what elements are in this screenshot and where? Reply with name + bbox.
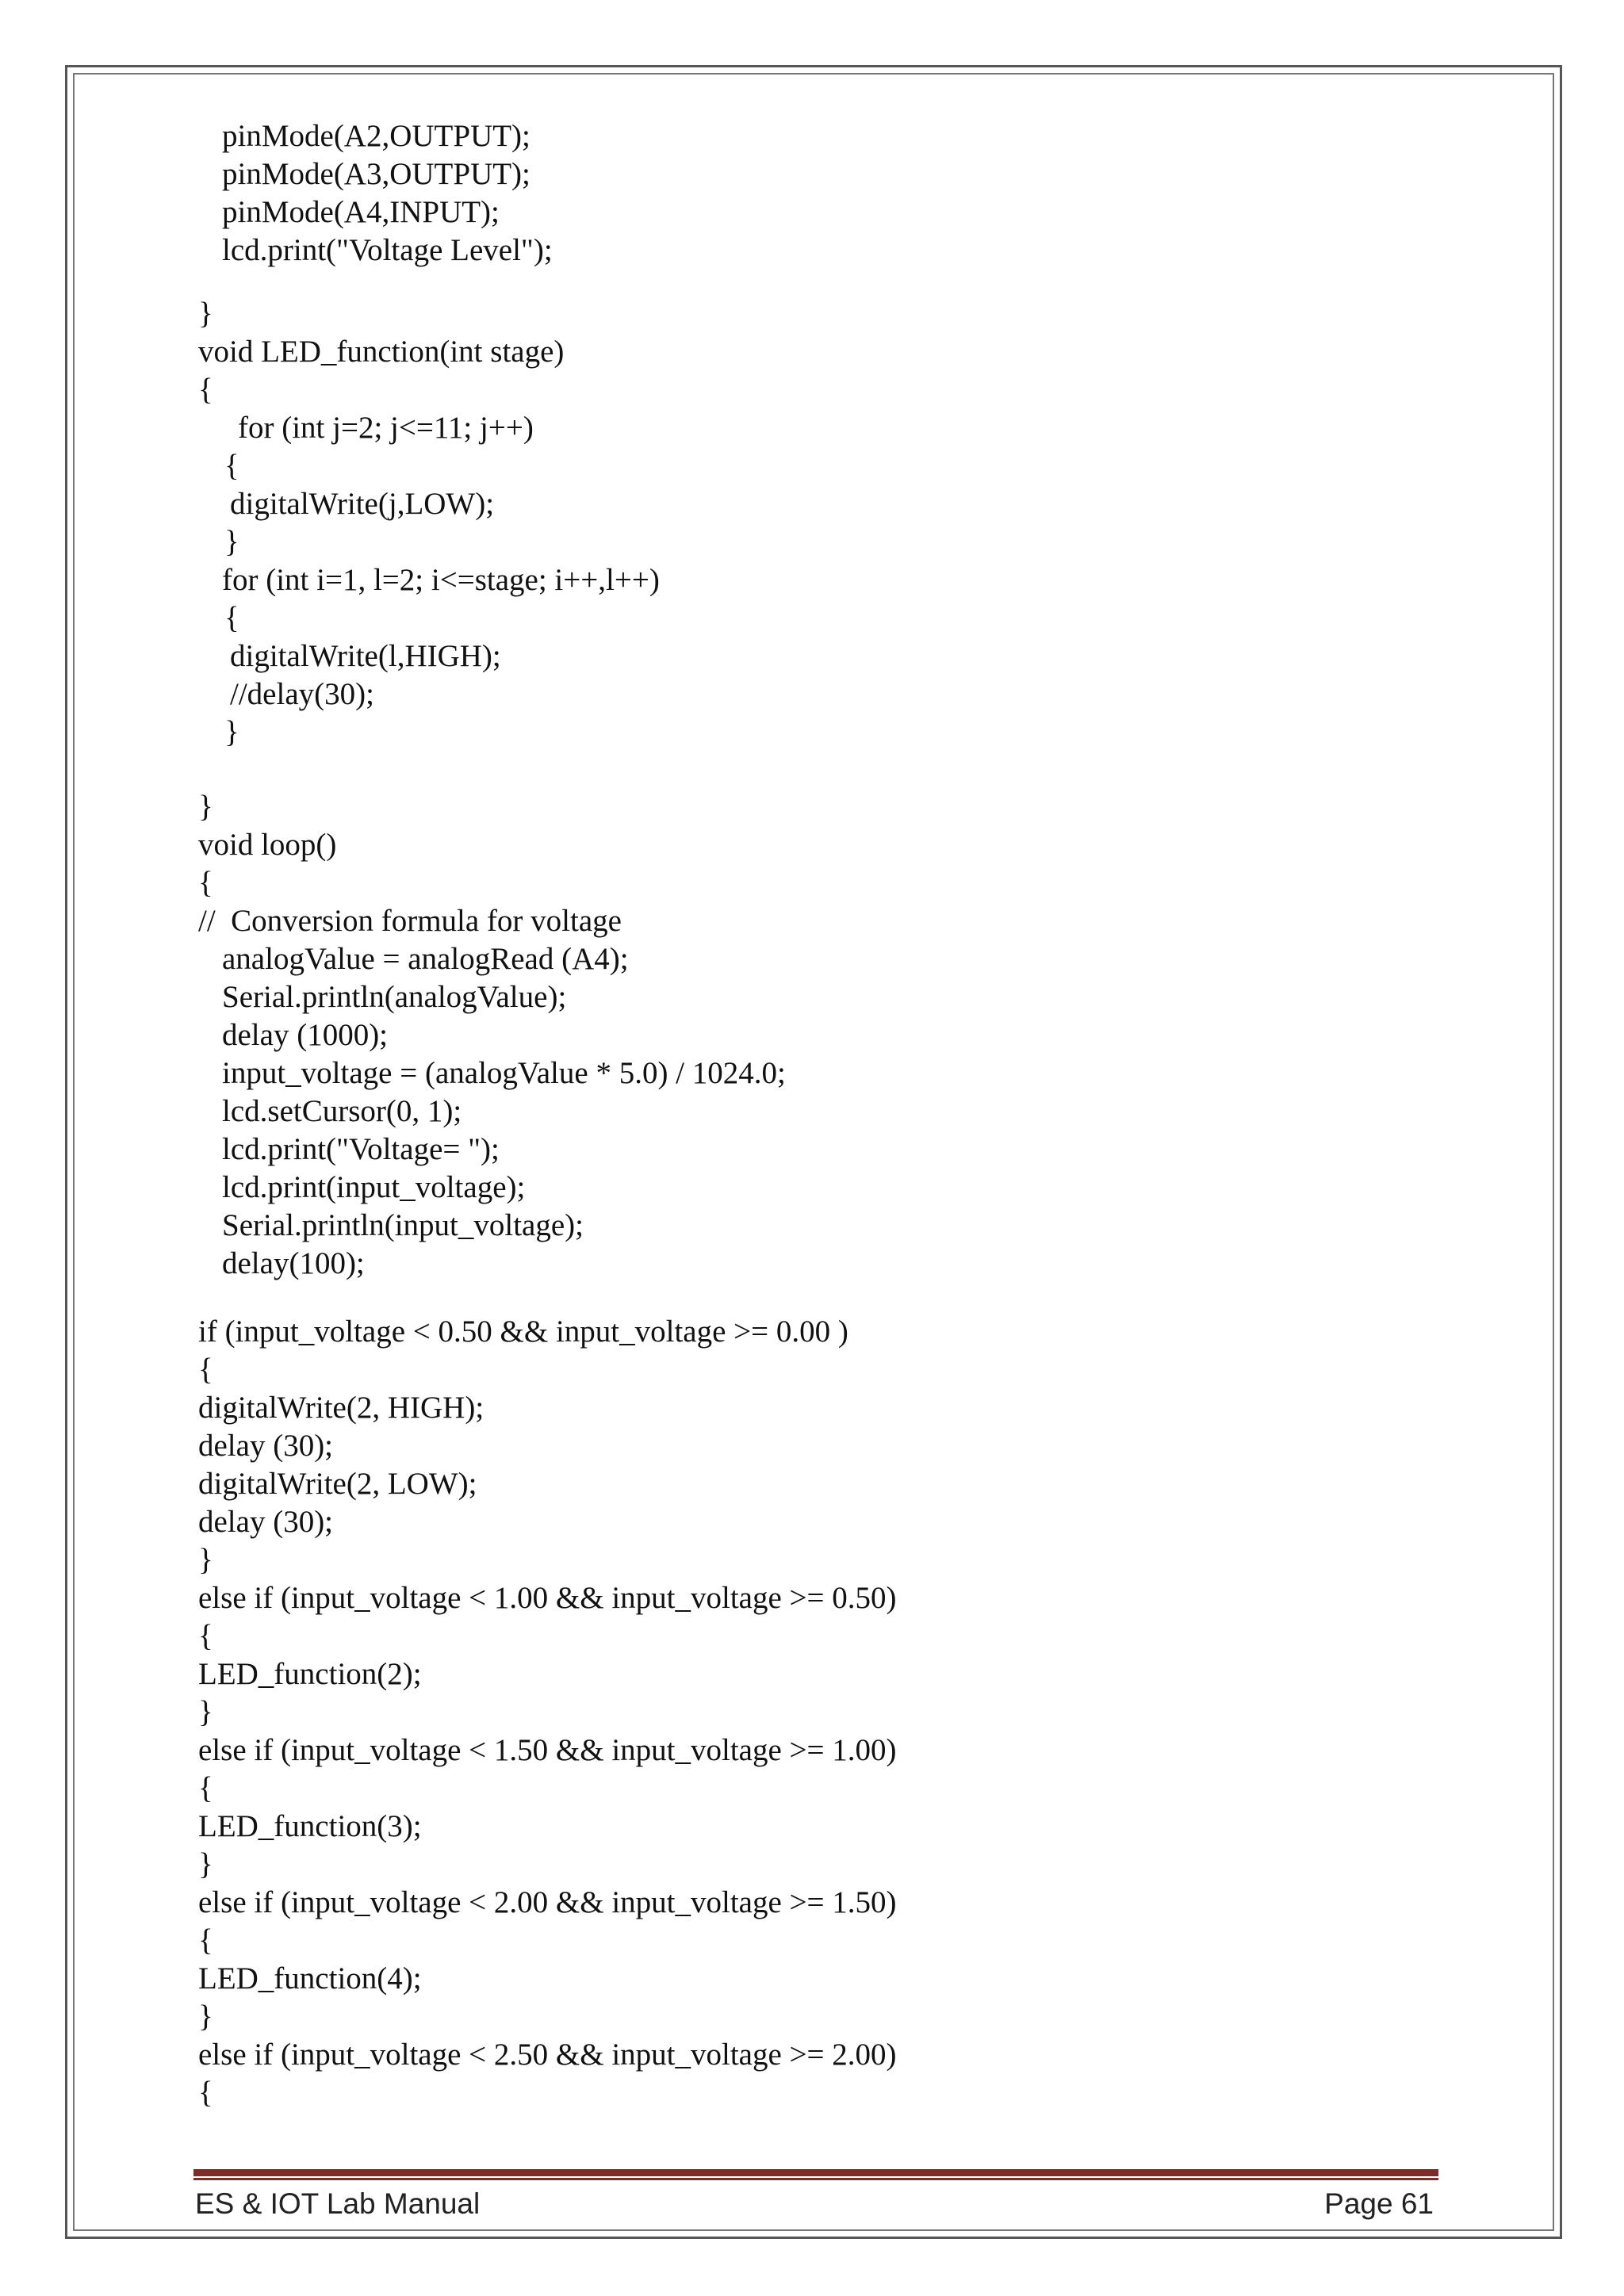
code-line: void loop() bbox=[198, 828, 337, 862]
code-line: { bbox=[198, 1771, 213, 1805]
code-line: analogValue = analogRead (A4); bbox=[222, 942, 629, 976]
footer-title: ES & IOT Lab Manual bbox=[195, 2187, 481, 2220]
code-line: pinMode(A4,INPUT); bbox=[222, 195, 500, 229]
code-line: LED_function(3); bbox=[198, 1809, 422, 1843]
code-line: pinMode(A3,OUTPUT); bbox=[222, 157, 530, 191]
code-line: for (int i=1, l=2; i<=stage; i++,l++) bbox=[222, 563, 660, 597]
code-line: } bbox=[224, 525, 239, 559]
code-line: { bbox=[198, 373, 213, 407]
code-line: { bbox=[198, 1619, 213, 1653]
code-line: { bbox=[198, 1353, 213, 1387]
code-line: { bbox=[198, 1923, 213, 1957]
code-line: delay (30); bbox=[198, 1505, 334, 1539]
code-line: } bbox=[198, 1543, 213, 1577]
code-line: else if (input_voltage < 1.50 && input_voltage >= 1.00) bbox=[198, 1733, 897, 1767]
code-line: else if (input_voltage < 2.00 && input_voltage >= 1.50) bbox=[198, 1885, 897, 1919]
code-line: Serial.println(input_voltage); bbox=[222, 1208, 584, 1242]
page-number: Page 61 bbox=[1324, 2187, 1434, 2220]
code-line: digitalWrite(j,LOW); bbox=[230, 487, 495, 521]
code-line: void LED_function(int stage) bbox=[198, 335, 565, 369]
code-line: delay(100); bbox=[222, 1246, 365, 1280]
code-line: if (input_voltage < 0.50 && input_voltage >= 0.00 ) bbox=[198, 1314, 848, 1349]
code-line: else if (input_voltage < 1.00 && input_voltage >= 0.50) bbox=[198, 1581, 897, 1615]
code-line: { bbox=[198, 2076, 213, 2110]
code-line: } bbox=[198, 790, 213, 824]
code-line: // Conversion formula for voltage bbox=[198, 904, 622, 938]
code-line: { bbox=[224, 601, 239, 635]
code-line: lcd.print("Voltage= "); bbox=[222, 1132, 500, 1166]
code-line: } bbox=[224, 715, 239, 749]
footer-rule-thin bbox=[193, 2178, 1438, 2180]
code-line: pinMode(A2,OUTPUT); bbox=[222, 119, 530, 153]
code-line: } bbox=[198, 1999, 213, 2034]
code-line: lcd.setCursor(0, 1); bbox=[222, 1094, 462, 1128]
code-line: else if (input_voltage < 2.50 && input_voltage >= 2.00) bbox=[198, 2038, 897, 2072]
code-line: } bbox=[198, 297, 213, 331]
code-line: for (int j=2; j<=11; j++) bbox=[238, 411, 534, 445]
code-line: delay (30); bbox=[198, 1429, 334, 1463]
code-line: LED_function(4); bbox=[198, 1961, 422, 1996]
code-line: //delay(30); bbox=[230, 677, 374, 711]
code-line: { bbox=[198, 866, 213, 900]
code-line: delay (1000); bbox=[222, 1018, 389, 1052]
code-line: digitalWrite(2, HIGH); bbox=[198, 1391, 485, 1425]
code-line: digitalWrite(l,HIGH); bbox=[230, 639, 501, 673]
code-line: digitalWrite(2, LOW); bbox=[198, 1467, 477, 1501]
code-line: } bbox=[198, 1847, 213, 1881]
code-line: LED_function(2); bbox=[198, 1657, 422, 1691]
code-line: { bbox=[224, 449, 239, 483]
footer-rule bbox=[193, 2169, 1438, 2176]
code-line: lcd.print("Voltage Level"); bbox=[222, 233, 553, 267]
code-line: lcd.print(input_voltage); bbox=[222, 1170, 526, 1204]
code-line: input_voltage = (analogValue * 5.0) / 1024.0; bbox=[222, 1056, 786, 1090]
code-line: Serial.println(analogValue); bbox=[222, 980, 567, 1014]
code-line: } bbox=[198, 1695, 213, 1729]
